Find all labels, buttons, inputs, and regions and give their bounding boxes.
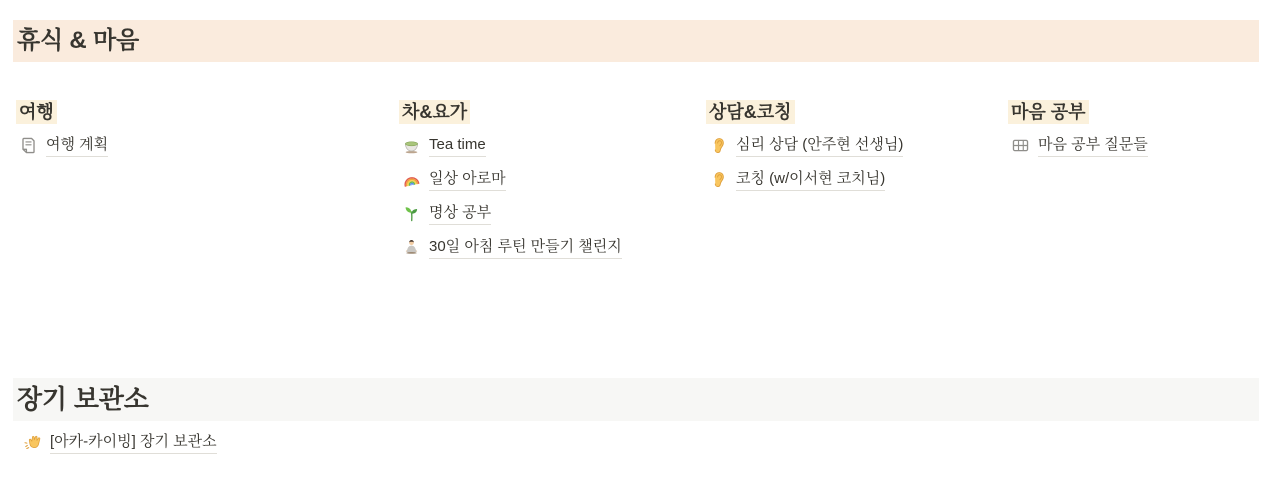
page-link[interactable] <box>399 237 622 258</box>
page-link-label: 일상 아로마 <box>429 169 506 191</box>
teacup-icon <box>401 136 421 156</box>
column-heading: 여행 <box>16 100 57 124</box>
page-link[interactable] <box>16 135 108 156</box>
seedling-icon <box>401 204 421 224</box>
page-link-label: Tea time <box>429 135 486 157</box>
column-list <box>16 100 1256 271</box>
page-link-label: 여행 계획 <box>46 135 108 157</box>
meditation-person-icon <box>401 238 421 258</box>
page-link-label: [아카-카이빙] 장기 보관소 <box>50 432 217 454</box>
ear-icon <box>708 136 728 156</box>
page-link[interactable] <box>399 203 491 224</box>
column <box>1008 100 1256 271</box>
archive-item-list <box>20 432 1280 453</box>
column <box>706 100 1008 271</box>
page-link-label: 마음 공부 질문들 <box>1038 135 1148 157</box>
ear-icon <box>708 170 728 190</box>
column <box>16 100 399 271</box>
column-heading: 상담&코칭 <box>706 100 795 124</box>
page-link[interactable] <box>706 169 885 190</box>
page-link-label: 30일 아침 루틴 만들기 챌린지 <box>429 237 622 259</box>
page-link[interactable] <box>399 135 486 156</box>
table-icon <box>1010 136 1030 156</box>
rainbow-icon <box>401 170 421 190</box>
column-item-list <box>706 135 1008 190</box>
page-link[interactable] <box>706 135 903 156</box>
page-link[interactable] <box>399 169 506 190</box>
column <box>399 100 706 271</box>
column-item-list <box>399 135 706 258</box>
column-item-list <box>1008 135 1256 156</box>
section-archive-title: 장기 보관소 <box>17 384 149 414</box>
page-link-label: 심리 상담 (안주현 선생님) <box>736 135 903 157</box>
column-heading: 차&요가 <box>399 100 470 124</box>
page-link-label: 코칭 (w/이서현 코치님) <box>736 169 885 191</box>
column-item-list <box>16 135 399 156</box>
section-archive-banner <box>13 378 1259 421</box>
page-icon <box>18 136 38 156</box>
page-link[interactable] <box>20 432 217 453</box>
section-rest-mind-title: 휴식 & 마음 <box>17 27 140 54</box>
waving-hand-icon <box>22 433 42 453</box>
page-link-label: 명상 공부 <box>429 203 491 225</box>
column-heading: 마음 공부 <box>1008 100 1089 124</box>
page-link[interactable] <box>1008 135 1148 156</box>
section-rest-mind-banner <box>13 20 1259 62</box>
